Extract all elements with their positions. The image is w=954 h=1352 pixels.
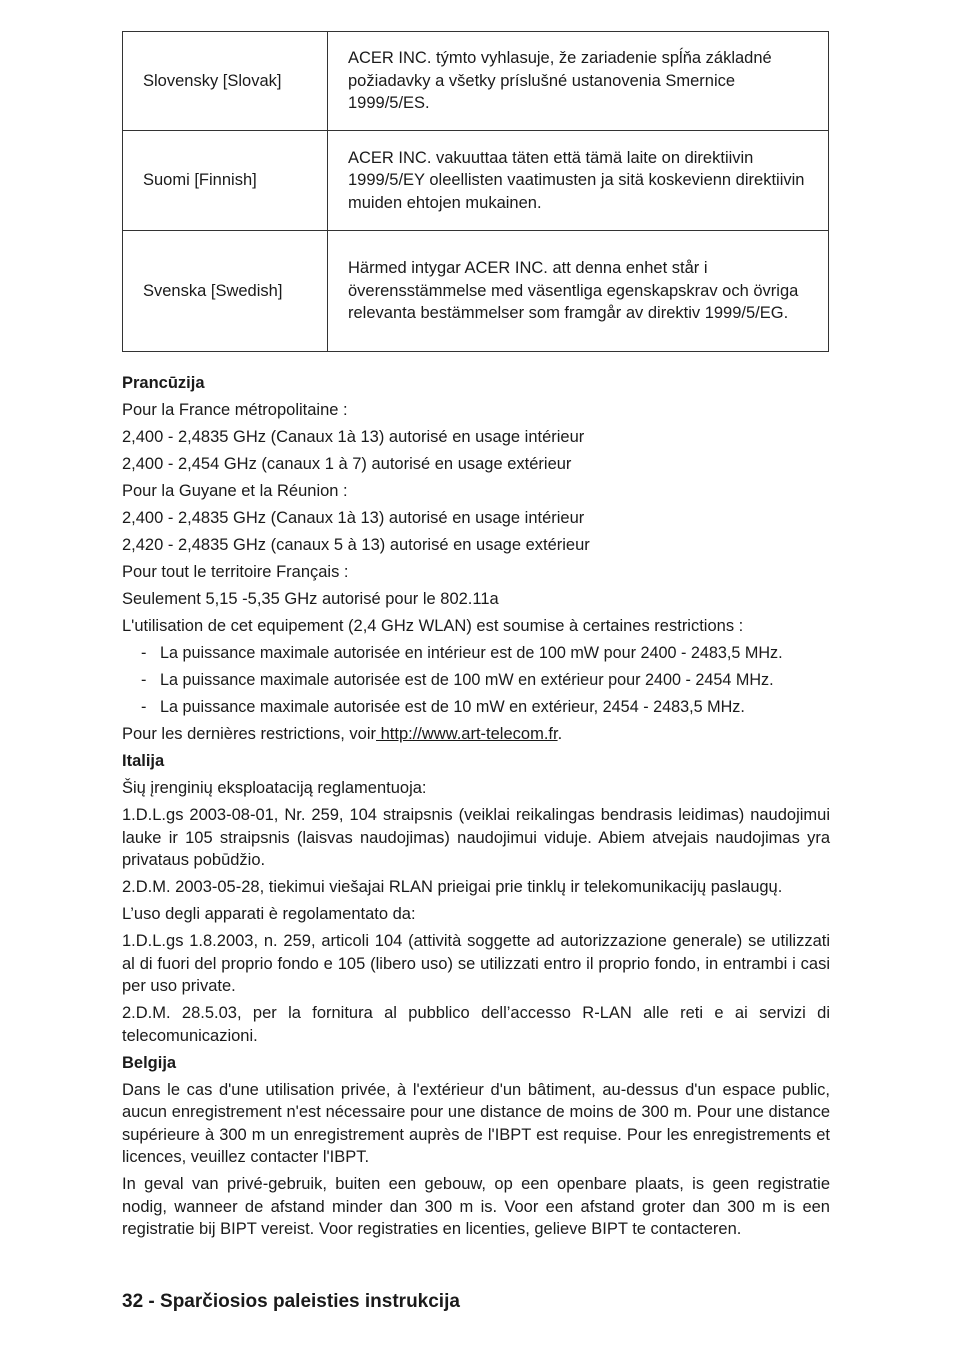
section-heading-france: Prancūzija — [122, 374, 205, 392]
language-cell: Suomi [Finnish] — [123, 131, 328, 231]
restrictions-list — [122, 642, 830, 719]
italy-paragraph: 2.D.M. 2003-05-28, tiekimui viešajai RLAN prieigai prie tinklų ir telekomunikacijų paslaugų. — [122, 878, 783, 896]
list-item-text: La puissance maximale autorisée est de 100 mW en extérieur pour 2400 - 2454 MHz. — [160, 671, 774, 689]
france-line: Pour la France métropolitaine : — [122, 401, 348, 419]
list-item — [122, 642, 830, 665]
table-row — [123, 32, 829, 131]
declaration-cell: ACER INC. týmto vyhlasuje, že zariadenie spĺňa základné požiadavky a všetky príslušné ustanovenia Smernice 1999/5/ES. — [328, 32, 829, 131]
body-text — [122, 372, 830, 1241]
list-item — [122, 696, 830, 719]
list-item — [122, 669, 830, 692]
france-line: Pour tout le territoire Français : — [122, 563, 349, 581]
language-cell: Slovensky [Slovak] — [123, 32, 328, 131]
france-line: 2,420 - 2,4835 GHz (canaux 5 à 13) autorisé en usage extérieur — [122, 536, 590, 554]
bullet-dash: - — [141, 671, 147, 689]
italy-paragraph: 1.D.L.gs 1.8.2003, n. 259, articoli 104 (attività soggette ad autorizzazione generale) se utilizzati al di fuori del proprio fondo e 105 (libero uso) se utilizzati entro il proprio fondo, in entrambi i casi per uso private. — [122, 932, 830, 995]
france-line: 2,400 - 2,454 GHz (canaux 1 à 7) autorisé en usage extérieur — [122, 455, 572, 473]
belgium-paragraph: Dans le cas d'une utilisation privée, à l'extérieur d'un bâtiment, au-dessus d'un espace public, aucun enregistrement n'est nécessaire pour une distance de moins de 300 m. Pour une distance supérieure à 300 m un enregistrement auprès de l'IBPT est requise. Pour les enregistrements et licences, veuillez contacter l'IBPT. — [122, 1080, 830, 1166]
page-footer: 32 - Sparčiosios paleisties instrukcija — [122, 1291, 460, 1312]
italy-paragraph: 1.D.L.gs 2003-08-01, Nr. 259, 104 straipsnis (veiklai reikalingas bendrasis leidimas) naudojimui lauke ir 105 straipsnis (laisvas naudojimas) naudojimui viduje. Abiem atvejais naudojimas yra privataus pobūdžio. — [122, 806, 830, 869]
declarations-table — [122, 31, 829, 352]
list-item-text: La puissance maximale autorisée est de 10 mW en extérieur, 2454 - 2483,5 MHz. — [160, 698, 745, 716]
page-content — [122, 31, 830, 1245]
france-line: 2,400 - 2,4835 GHz (Canaux 1à 13) autorisé en usage intérieur — [122, 509, 585, 527]
section-heading-italy: Italija — [122, 752, 165, 770]
restrictions-note — [122, 723, 830, 746]
france-line: Seulement 5,15 -5,35 GHz autorisé pour le 802.11a — [122, 590, 499, 608]
italy-paragraph: Šių įrenginių eksploataciją reglamentuoja: — [122, 779, 427, 797]
italy-paragraph: 2.D.M. 28.5.03, per la fornitura al pubblico dell’accesso R-LAN alle reti e ai servizi di telecomunicazioni. — [122, 1004, 830, 1045]
belgium-paragraph: In geval van privé-gebruik, buiten een gebouw, op een openbare plaats, is geen registratie nodig, wanneer de afstand minder dan 300 m is. Voor een afstand groter dan 300 m is een registratie bij BIPT vereist. Voor registraties en licenties, gelieve BIPT te contacteren. — [122, 1175, 830, 1238]
restrictions-prefix: Pour les dernières restrictions, voir — [122, 725, 377, 743]
language-cell: Svenska [Swedish] — [123, 231, 328, 352]
restrictions-suffix: . — [557, 725, 563, 743]
art-telecom-link[interactable]: http://www.art-telecom.fr — [376, 725, 558, 743]
france-line: 2,400 - 2,4835 GHz (Canaux 1à 13) autorisé en usage intérieur — [122, 428, 585, 446]
table-row — [123, 131, 829, 231]
declaration-cell: Härmed intygar ACER INC. att denna enhet står i överensstämmelse med väsentliga egenskapskrav och övriga relevanta bestämmelser som framgår av direktiv 1999/5/EG. — [328, 231, 829, 352]
list-item-text: La puissance maximale autorisée en intérieur est de 100 mW pour 2400 - 2483,5 MHz. — [160, 644, 783, 662]
italy-paragraph: L’uso degli apparati è regolamentato da: — [122, 905, 416, 923]
bullet-dash: - — [141, 698, 147, 716]
france-line: Pour la Guyane et la Réunion : — [122, 482, 348, 500]
declaration-cell: ACER INC. vakuuttaa täten että tämä laite on direktiivin 1999/5/EY oleellisten vaatimusten ja sitä koskevienn direktiivin muiden ehtojen mukainen. — [328, 131, 829, 231]
table-row — [123, 231, 829, 352]
bullet-dash: - — [141, 644, 147, 662]
section-heading-belgium: Belgija — [122, 1053, 177, 1072]
france-line: L'utilisation de cet equipement (2,4 GHz WLAN) est soumise à certaines restrictions : — [122, 617, 744, 635]
